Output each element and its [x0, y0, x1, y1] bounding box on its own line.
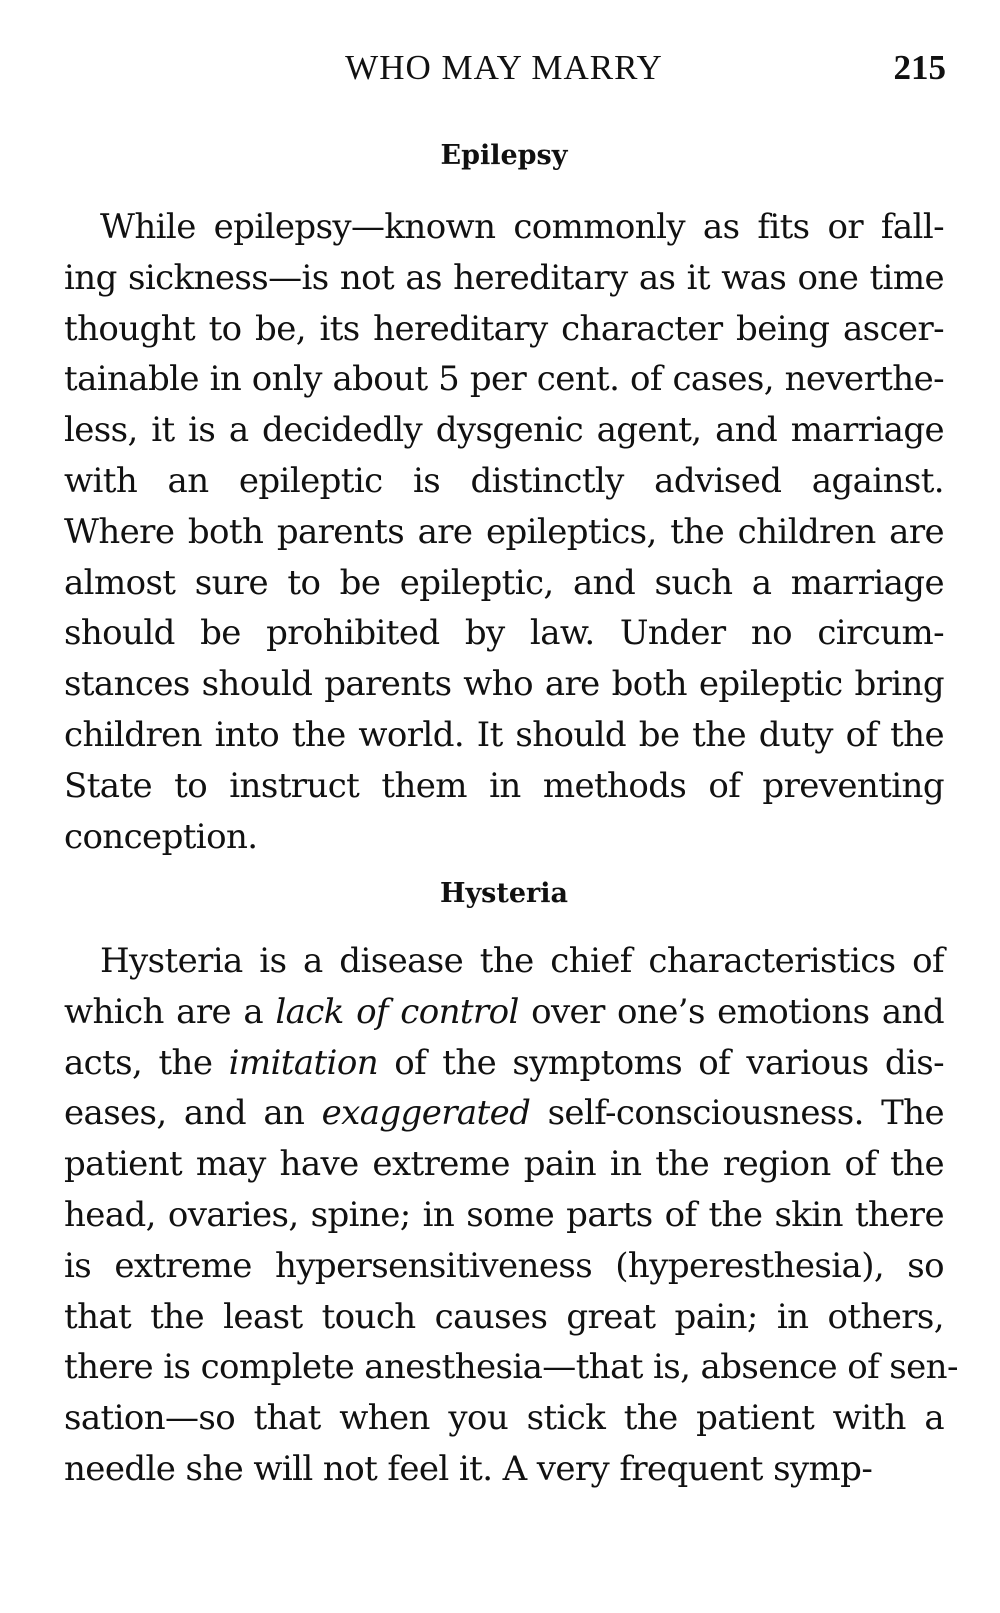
- running-title: WHO MAY MARRY: [345, 48, 663, 87]
- text-line: While epilepsy—known commonly as fits or fall-: [100, 207, 944, 247]
- text-line: thought to be, its hereditary character being ascer-: [64, 308, 944, 349]
- text-line: needle she will not feel it. A very frequent symp-: [64, 1448, 873, 1489]
- text-line: ing sickness—is not as hereditary as it was one time: [64, 257, 944, 298]
- text-line: with an epileptic is distinctly advised against.: [64, 460, 944, 501]
- section-heading-hysteria: Hysteria: [439, 878, 569, 909]
- text-line: almost sure to be epileptic, and such a marriage: [64, 562, 944, 603]
- emphasis-text: lack of control: [275, 991, 519, 1032]
- text-line: Where both parents are epileptics, the children are: [64, 511, 944, 552]
- section-heading-epilepsy: Epilepsy: [440, 140, 568, 171]
- text-line: should be prohibited by law. Under no circum-: [64, 613, 944, 654]
- text-line: which are a lack of control over one’s emotions and: [64, 991, 944, 1032]
- emphasis-text: exaggerated: [321, 1093, 531, 1134]
- text-line: head, ovaries, spine; in some parts of the skin there: [64, 1194, 944, 1235]
- text-line: tainable in only about 5 per cent. of cases, neverthe-: [64, 359, 944, 400]
- emphasis-text: imitation: [228, 1042, 378, 1083]
- text-line: State to instruct them in methods of preventing: [64, 765, 944, 806]
- text-line: stances should parents who are both epileptic bring: [64, 664, 944, 705]
- text-line: patient may have extreme pain in the region of the: [64, 1144, 944, 1185]
- text-line: children into the world. It should be the duty of the: [64, 714, 944, 755]
- paragraph-epilepsy: [64, 202, 944, 862]
- text-line: less, it is a decidedly dysgenic agent, and marriage: [64, 410, 944, 451]
- text-line: sation—so that when you stick the patient with a: [64, 1398, 944, 1439]
- text-line: conception.: [64, 816, 258, 857]
- paragraph-hysteria: [64, 936, 958, 1495]
- text-line: acts, the imitation of the symptoms of various dis-: [64, 1042, 944, 1083]
- text-line: eases, and an exaggerated self-consciousness. The: [64, 1093, 944, 1134]
- page-header: [64, 48, 944, 98]
- text-line: Hysteria is a disease the chief characteristics of: [100, 941, 944, 981]
- page-number: 215: [893, 48, 946, 87]
- text-line: is extreme hypersensitiveness (hyperesthesia), so: [64, 1245, 944, 1286]
- text-line: there is complete anesthesia—that is, absence of sen-: [64, 1347, 958, 1388]
- text-line: that the least touch causes great pain; in others,: [64, 1296, 944, 1337]
